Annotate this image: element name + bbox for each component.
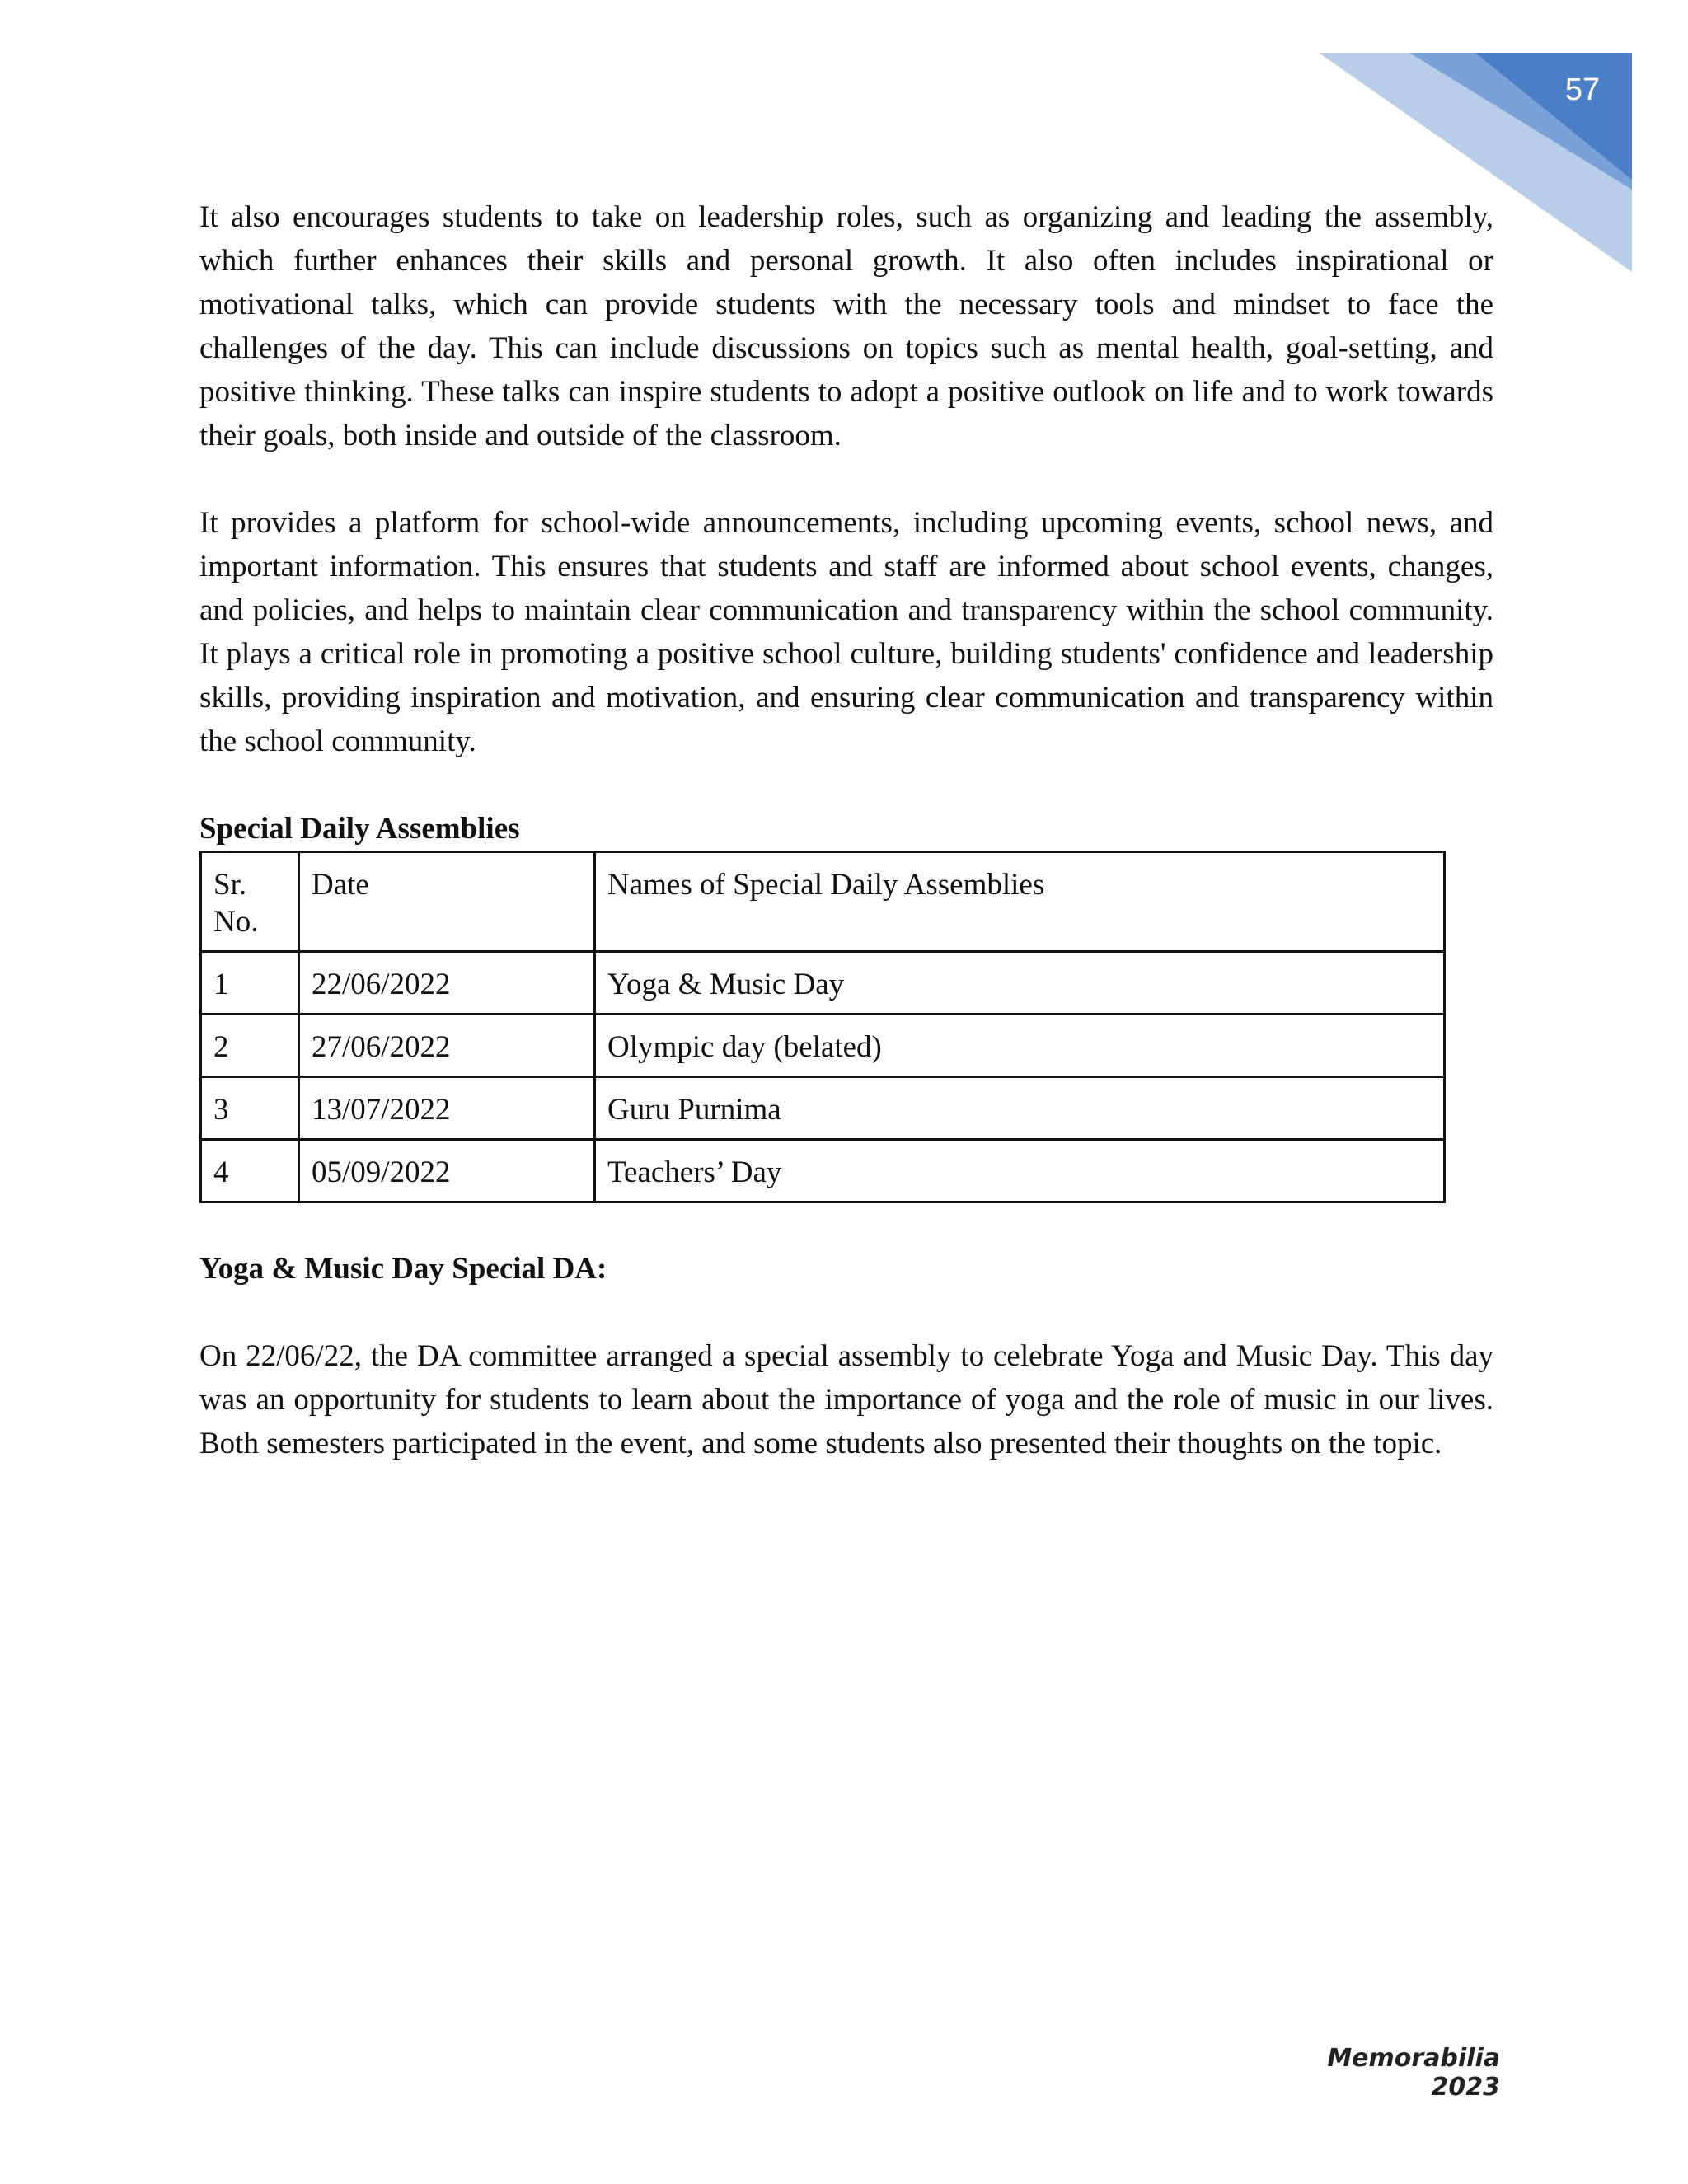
table-row bbox=[201, 1140, 1445, 1202]
header-sr-no: Sr. No. bbox=[201, 852, 299, 952]
header-date: Date bbox=[299, 852, 595, 952]
paragraph-gap bbox=[199, 1291, 1493, 1334]
paragraph-gap bbox=[199, 457, 1493, 501]
cell-sr-no: 3 bbox=[201, 1077, 299, 1140]
table-row bbox=[201, 952, 1445, 1015]
header-assembly-name: Names of Special Daily Assemblies bbox=[595, 852, 1445, 952]
table-heading: Special Daily Assemblies bbox=[199, 812, 520, 846]
page-number: 57 bbox=[1564, 73, 1601, 107]
cell-assembly-name: Olympic day (belated) bbox=[595, 1015, 1445, 1077]
cell-assembly-name: Yoga & Music Day bbox=[595, 952, 1445, 1015]
cell-sr-no: 1 bbox=[201, 952, 299, 1015]
cell-sr-no: 2 bbox=[201, 1015, 299, 1077]
cell-date: 13/07/2022 bbox=[299, 1077, 595, 1140]
footer-title: Memorabilia 2023 bbox=[1327, 2044, 1500, 2102]
paragraph-gap bbox=[199, 1203, 1493, 1247]
page-content bbox=[199, 195, 1493, 1465]
section-heading: Yoga & Music Day Special DA: bbox=[199, 1252, 607, 1286]
paragraph-announcements: It provides a platform for school-wide announcements, including upcoming events, school news, and important information. This ensures that students and staff are informed about school events, changes, and policies, and helps to maintain clear communication and transparency within the school community. It plays a critical role in promoting a positive school culture, building students' confidence and leadership skills, providing inspiration and motivation, and ensuring clear communication and transparency within the school community. bbox=[199, 506, 1493, 758]
cell-date: 22/06/2022 bbox=[299, 952, 595, 1015]
cell-sr-no: 4 bbox=[201, 1140, 299, 1202]
cell-date: 05/09/2022 bbox=[299, 1140, 595, 1202]
paragraph-leadership: It also encourages students to take on leadership roles, such as organizing and leading the assembly, which further enhances their skills and personal growth. It also often includes inspirational or motivational talks, which can provide students with the necessary tools and mindset to face the challenges of the day. This can include discussions on topics such as mental health, goal-setting, and positive thinking. These talks can inspire students to adopt a positive outlook on life and to work towards their goals, both inside and outside of the classroom. bbox=[199, 200, 1493, 452]
table-header-row bbox=[201, 852, 1445, 952]
table-row bbox=[201, 1077, 1445, 1140]
assemblies-table bbox=[199, 851, 1446, 1203]
cell-date: 27/06/2022 bbox=[299, 1015, 595, 1077]
table-row bbox=[201, 1015, 1445, 1077]
cell-assembly-name: Guru Purnima bbox=[595, 1077, 1445, 1140]
paragraph-gap bbox=[199, 763, 1493, 807]
paragraph-yoga-music-day: On 22/06/22, the DA committee arranged a special assembly to celebrate Yoga and Music Day. This day was an opportunity for students to learn about the importance of yoga and the role of music in our lives. Both semesters participated in the event, and some students also presented their thoughts on the topic. bbox=[199, 1339, 1493, 1460]
cell-assembly-name: Teachers’ Day bbox=[595, 1140, 1445, 1202]
